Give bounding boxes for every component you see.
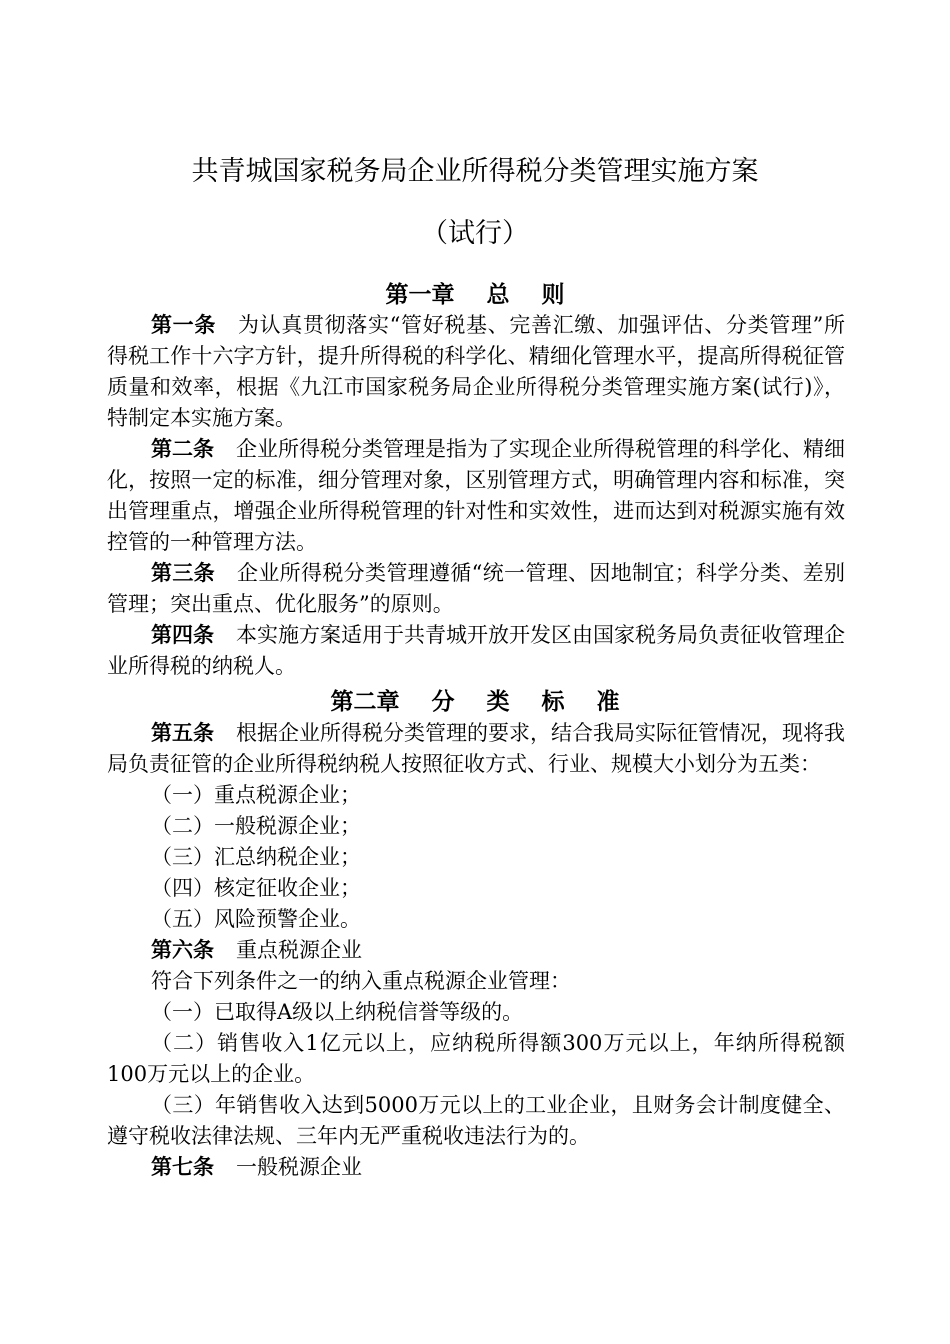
article-text: 本实施方案适用于共青城开放开发区由国家税务局负责征收管理企业所得税的纳税人。 bbox=[107, 623, 845, 678]
article-label: 第一条 bbox=[151, 313, 216, 337]
document-title: 共青城国家税务局企业所得税分类管理实施方案 bbox=[191, 156, 759, 187]
article-label: 第七条 bbox=[151, 1155, 214, 1179]
chapter-1-body bbox=[107, 310, 845, 682]
article-label: 第三条 bbox=[151, 561, 215, 585]
article-5 bbox=[107, 718, 845, 780]
chapter-2-heading: 第二章 分 类 标 准 bbox=[330, 689, 620, 715]
category-item: （三）汇总纳税企业； bbox=[151, 845, 361, 869]
article-6 bbox=[107, 935, 845, 966]
chapter-2-body bbox=[107, 718, 845, 1183]
chapter-1-heading: 第一章 总 则 bbox=[385, 282, 565, 308]
article-text: 为认真贯彻落实“管好税基、完善汇缴、加强评估、分类管理”所得税工作十六字方针，提升所得税的科学化、精细化管理水平，提高所得税征管质量和效率，根据《九江市国家税务局企业所得税分类管理实施方案(试行)》，特制定本实施方案。 bbox=[107, 313, 845, 430]
article-3 bbox=[107, 558, 845, 620]
category-item: （二）一般税源企业； bbox=[151, 814, 361, 838]
article-7 bbox=[107, 1152, 845, 1183]
article-6-intro: 符合下列条件之一的纳入重点税源企业管理： bbox=[151, 969, 571, 993]
article-text: 重点税源企业 bbox=[236, 938, 362, 962]
document-subtitle: （试行） bbox=[421, 218, 529, 249]
category-item: （一）重点税源企业； bbox=[151, 783, 361, 807]
article-text: 根据企业所得税分类管理的要求，结合我局实际征管情况，现将我局负责征管的企业所得税纳税人按照征收方式、行业、规模大小划分为五类： bbox=[107, 721, 845, 776]
condition-item: （一）已取得A级以上纳税信誉等级的。 bbox=[151, 1000, 524, 1024]
article-text: 企业所得税分类管理遵循“统一管理、因地制宜；科学分类、差别管理；突出重点、优化服务”的原则。 bbox=[107, 561, 846, 616]
article-label: 第六条 bbox=[151, 938, 214, 962]
article-text: 企业所得税分类管理是指为了实现企业所得税管理的科学化、精细化，按照一定的标准，细分管理对象，区别管理方式，明确管理内容和标准，突出管理重点，增强企业所得税管理的针对性和实效性，进而达到对税源实施有效控管的一种管理方法。 bbox=[107, 437, 845, 554]
article-label: 第二条 bbox=[151, 437, 214, 461]
article-label: 第五条 bbox=[151, 721, 214, 745]
category-item: （五）风险预警企业。 bbox=[151, 907, 361, 931]
article-1 bbox=[107, 310, 845, 434]
article-2 bbox=[107, 434, 845, 558]
article-label: 第四条 bbox=[151, 623, 214, 647]
article-text: 一般税源企业 bbox=[236, 1155, 362, 1179]
category-item: （四）核定征收企业； bbox=[151, 876, 361, 900]
article-4 bbox=[107, 620, 845, 682]
condition-item: （二）销售收入1亿元以上，应纳税所得额300万元以上，年纳所得税额100万元以上的企业。 bbox=[107, 1031, 845, 1086]
condition-item: （三）年销售收入达到5000万元以上的工业企业，且财务会计制度健全、遵守税收法律法规、三年内无严重税收违法行为的。 bbox=[107, 1093, 845, 1148]
